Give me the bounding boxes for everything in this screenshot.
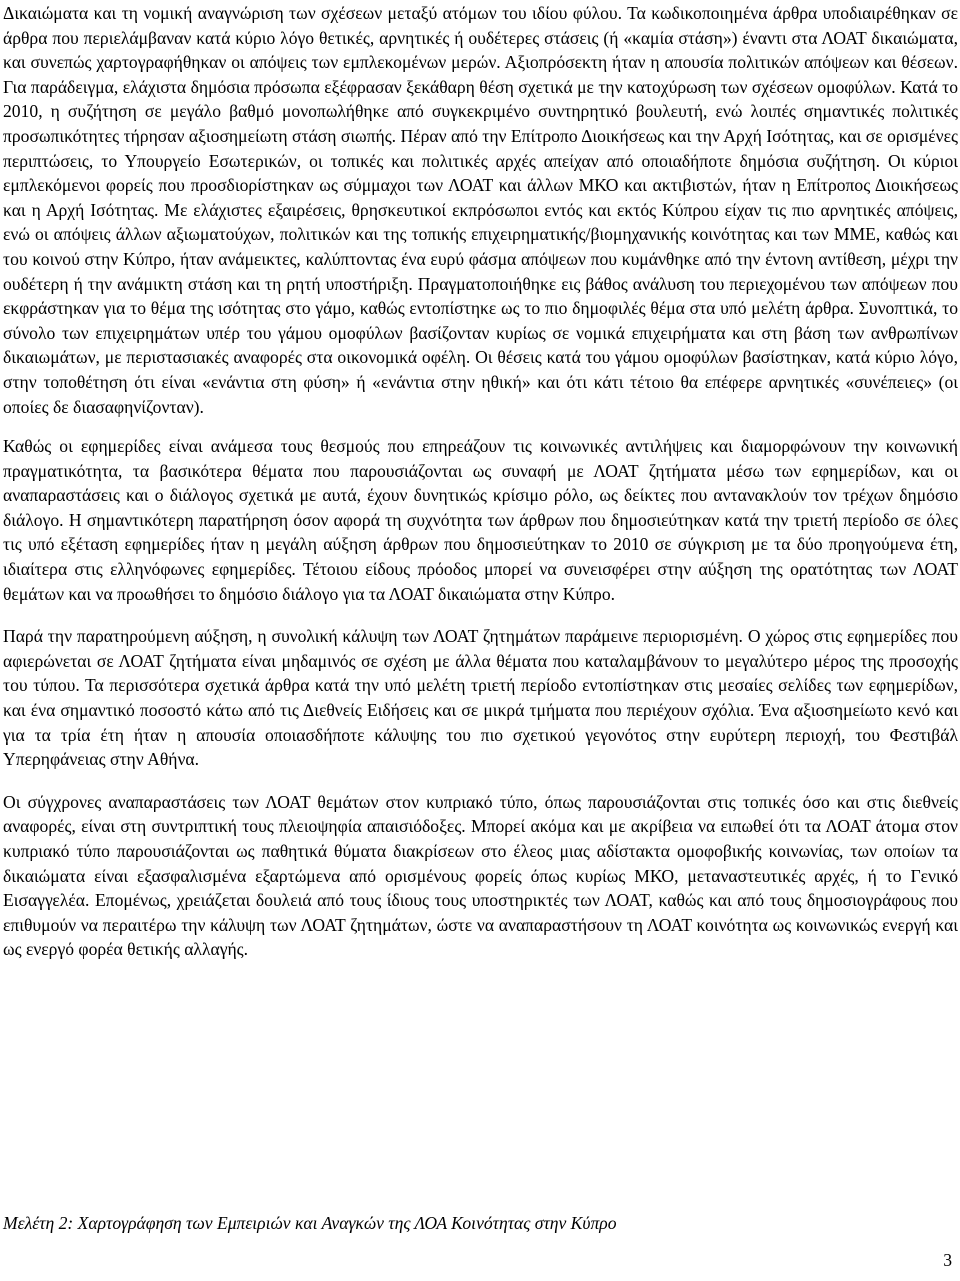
body-paragraph-1: Δικαιώματα και τη νομική αναγνώριση των σχέσεων μεταξύ ατόμων του ιδίου φύλου. Τα κωδικοποιημένα άρθρα υποδιαιρέθηκαν σε άρθρα που περιελάμβαναν κατά κύριο λόγο θετικές, αρνητικές ή ουδέτερες στάσεις (ή «καμία στάση») έναντι στα ΛΟΑΤ δικαιώματα, και συνεπώς χαρτογραφήθηκαν οι απόψεις των εμπλεκομένων μερών. Αξιοπρόσεκτη ήταν η απουσία πολιτικών απόψεων και θέσεων. Για παράδειγμα, ελάχιστα δημόσια πρόσωπα εξέφρασαν ξεκάθαρη θέση σχετικά με την κατοχύρωση των σχέσεων ομοφύλων. Κατά το 2010, η συζήτηση σε μεγάλο βαθμό μονοπωλήθηκε από συγκεκριμένο συντηρητικό βουλευτή, ενώ λοιπές σημαντικές πολιτικές προσωπικότητες τήρησαν αξιοσημείωτη στάση σιωπής. Πέραν από την Επίτροπο Διοικήσεως και την Αρχή Ισότητας, και σε ορισμένες περιπτώσεις, το Υπουργείο Εσωτερικών, οι τοπικές και πολιτικές αρχές απείχαν από οποιαδήποτε δημόσια συζήτηση. Οι κύριοι εμπλεκόμενοι φορείς που προσδιορίστηκαν ως σύμμαχοι των ΛΟΑΤ και άλλων ΜΚΟ και ακτιβιστών, ήταν η Επίτροπος Διοικήσεως και η Αρχή Ισότητας. Με ελάχιστες εξαιρέσεις, θρησκευτικοί εκπρόσωποι εντός και εκτός Κύπρου είχαν τις πιο αρνητικές απόψεις, ενώ οι απόψεις άλλων αξιωματούχων, πολιτικών και της τοπικής επιχειρηματικής/βιομηχανικής κοινότητας και των ΜΜΕ, καθώς και του κοινού στην Κύπρο, ήταν ανάμεικτες, καλύπτοντας ένα ευρύ φάσμα απόψεων που κυμάνθηκε από την έντονη αντίθεση, μέχρι την ουδέτερη ή την ανάμικτη στάση και τη ρητή υποστήριξη. Πραγματοποιήθηκε εις βάθος ανάλυση του περιεχομένου των απόψεων που εκφράστηκαν για το θέμα της ισότητας στο γάμο, καθώς εντοπίστηκε ως το πιο δημοφιλές θέμα στα υπό μελέτη άρθρα. Συνοπτικά, το σύνολο των επιχειρημάτων υπέρ του γάμου ομοφύλων βασίζονταν κυρίως σε νομικά επιχειρήματα και στη βάση των ανθρωπίνων δικαιωμάτων, με περιστασιακές αναφορές στα οικονομικά οφέλη. Οι θέσεις κατά του γάμου ομοφύλων βασίστηκαν, κατά κύριο λόγο, στην τοποθέτηση ότι είναι «ενάντια στη φύση» ή «ενάντια στην ηθική» και ότι κάτι τέτοιο θα επέφερε αρνητικές «συνέπειες» (οι οποίες δε διασαφηνίζονταν). [3, 3, 958, 417]
page-number: 3 [943, 1250, 952, 1270]
body-paragraph-2: Καθώς οι εφημερίδες είναι ανάμεσα τους θεσμούς που επηρεάζουν τις κοινωνικές αντιλήψεις και διαμορφώνουν την κοινωνική πραγματικότητα, τα βασικότερα θέματα που παρουσιάζονται ως συναφή με ΛΟΑΤ ζητήματα μέσω των εφημερίδων, και οι αναπαραστάσεις και ο διάλογος σχετικά με αυτά, έχουν δυνητικώς κρίσιμο ρόλο, ως δείκτες που αντανακλούν τον τρέχων δημόσιο διάλογο. Η σημαντικότερη παρατήρηση όσον αφορά τη συχνότητα των άρθρων που δημοσιεύτηκαν κατά την τριετή περίοδο σε όλες τις υπό εξέταση εφημερίδες ήταν η μεγάλη αύξηση άρθρων που δημοσιεύτηκαν το 2010 σε σύγκριση με τα δύο προηγούμενα έτη, ιδιαίτερα στις ελληνόφωνες εφημερίδες. Τέτοιου είδους πρόοδος μπορεί να συνεισφέρει στην αύξηση της ορατότητας των ΛΟΑΤ θεμάτων και να προωθήσει το δημόσιο διάλογο για τα ΛΟΑΤ δικαιώματα στην Κύπρο. [3, 436, 958, 604]
running-footer: Μελέτη 2: Χαρτογράφηση των Εμπειριών και Αναγκών της ΛΟΑ Κοινότητας στην Κύπρο [3, 1213, 617, 1233]
body-paragraph-3: Παρά την παρατηρούμενη αύξηση, η συνολική κάλυψη των ΛΟΑΤ ζητημάτων παράμεινε περιορισμένη. Ο χώρος στις εφημερίδες που αφιερώνεται σε ΛΟΑΤ ζητήματα είναι μηδαμινός σε σχέση με άλλα θέματα που καταλαμβάνουν το μεγαλύτερο μέρος της προσοχής του τύπου. Τα περισσότερα σχετικά άρθρα κατά την υπό μελέτη τριετή περίοδο εντοπίστηκαν στις μεσαίες σελίδες των εφημερίδων, και ένα σημαντικό ποσοστό κάτω από τις Διεθνείς Ειδήσεις και σε μικρά τμήματα που περιέχουν σχόλια. Ένα αξιοσημείωτο κενό και για τα τρία έτη ήταν η απουσία οποιασδήποτε κάλυψης του πιο σχετικού γεγονότος στην ευρύτερη περιοχή, του Φεστιβάλ Υπερηφάνειας στην Αθήνα. [3, 626, 958, 770]
body-paragraph-4: Οι σύγχρονες αναπαραστάσεις των ΛΟΑΤ θεμάτων στον κυπριακό τύπο, όπως παρουσιάζονται στις τοπικές όσο και στις διεθνείς αναφορές, είναι στη συντριπτική τους πλειοψηφία απαισιόδοξες. Μπορεί ακόμα και με ακρίβεια να ειπωθεί ότι τα ΛΟΑΤ άτομα στον κυπριακό τύπο παρουσιάζονται ως παθητικά θύματα διακρίσεων στο έλεος μιας αδίστακτα ομοφοβικής κοινωνίας, των οποίων τα δικαιώματα είναι εξασφαλισμένα εξαρτώμενα από ορισμένους φορείς όπως κυρίως ΜΚΟ, μεταναστευτικές αρχές, ή το Γενικό Εισαγγελέα. Επομένως, χρειάζεται δουλειά από τους ίδιους τους υποστηρικτές των ΛΟΑΤ, καθώς και από τους δημοσιογράφους που επιθυμούν να περαιτέρω την κάλυψη των ΛΟΑΤ ζητημάτων, ώστε να αναπαραστήσουν τη ΛΟΑΤ κοινότητα ως κοινωνικώς ενεργή και ως ενεργό φορέα θετικής αλλαγής. [3, 791, 958, 960]
